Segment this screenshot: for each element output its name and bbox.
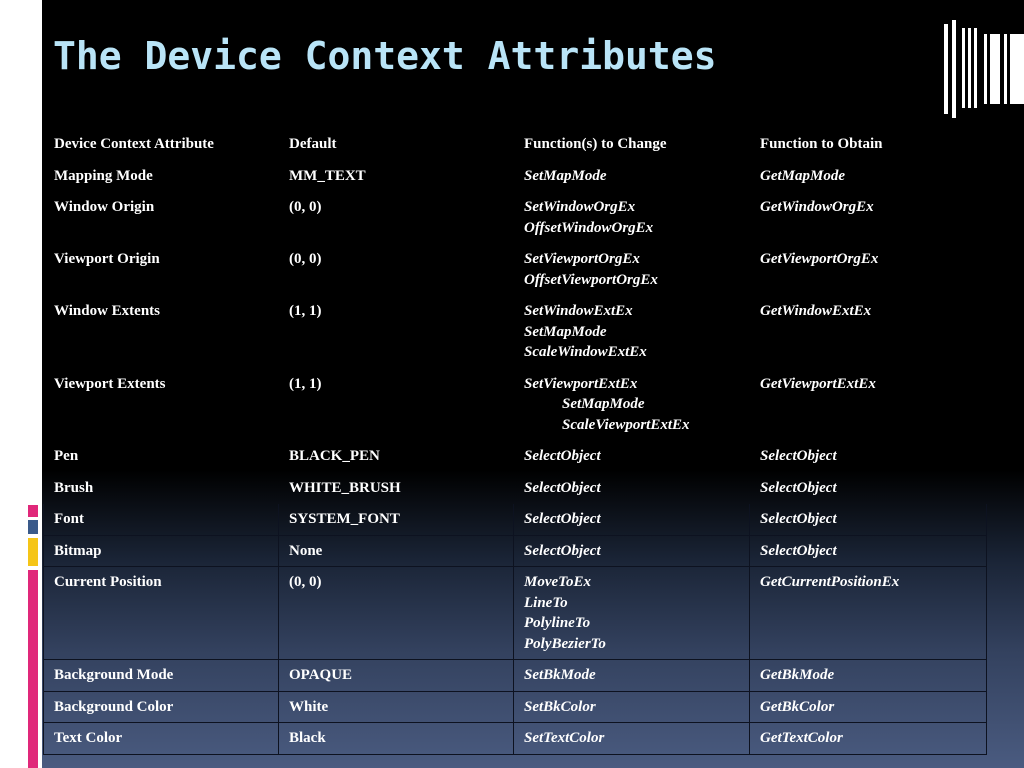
cell-attribute: Background Color [44, 691, 279, 723]
cell-attribute: Font [44, 504, 279, 536]
change-function: SetBkMode [524, 667, 596, 683]
change-function: SetWindowExtEx [524, 303, 633, 319]
table-row [44, 160, 987, 192]
cell-change-functions [514, 192, 750, 244]
cell-obtain-function: GetViewportExtEx [760, 375, 876, 392]
change-function: ScaleViewportExtEx [562, 416, 690, 433]
cell-obtain-function: SelectObject [750, 535, 987, 567]
cell-attribute: Viewport Origin [54, 251, 160, 267]
header-obtain: Function to Obtain [760, 136, 883, 152]
change-function: SelectObject [524, 448, 601, 464]
cell-obtain-function: GetBkMode [750, 660, 987, 692]
table-row [44, 244, 987, 296]
accent-mark-3 [28, 538, 38, 566]
cell-default: WHITE_BRUSH [289, 479, 401, 496]
cell-change-functions [514, 244, 750, 296]
change-function: MoveToEx [524, 574, 591, 590]
cell-attribute: Viewport Extents [54, 375, 166, 392]
cell-obtain-function: SelectObject [760, 479, 837, 496]
cell-default: OPAQUE [279, 660, 514, 692]
cell-change-functions [514, 368, 750, 441]
cell-change-functions [514, 691, 750, 723]
header-change: Function(s) to Change [524, 136, 667, 152]
cell-attribute: Window Extents [54, 303, 160, 319]
cell-change-functions [514, 660, 750, 692]
cell-default: SYSTEM_FONT [279, 504, 514, 536]
change-function: SelectObject [524, 511, 601, 527]
cell-change-functions [514, 296, 750, 369]
cell-change-functions [514, 535, 750, 567]
change-function: SetWindowOrgEx [524, 199, 636, 215]
change-function: OffsetViewportOrgEx [524, 271, 658, 288]
table-row [44, 723, 987, 755]
cell-default: (1, 1) [289, 375, 322, 392]
decorative-lines-icon [944, 20, 1024, 118]
cell-attribute: Mapping Mode [54, 167, 153, 184]
cell-default: (0, 0) [289, 199, 322, 215]
change-function: SetViewportOrgEx [524, 251, 640, 267]
cell-obtain-function: GetWindowOrgEx [760, 199, 874, 215]
cell-obtain-function: GetViewportOrgEx [760, 251, 879, 267]
cell-change-functions [514, 441, 750, 473]
header-attribute: Device Context Attribute [54, 136, 214, 152]
table-row [44, 504, 987, 536]
cell-change-functions [514, 567, 750, 660]
cell-attribute: Bitmap [44, 535, 279, 567]
table-row [44, 535, 987, 567]
table-row [44, 296, 987, 369]
table-row [44, 691, 987, 723]
cell-obtain-function: SelectObject [750, 504, 987, 536]
cell-attribute: Current Position [44, 567, 279, 660]
cell-default: (0, 0) [279, 567, 514, 660]
change-function: SetMapMode [562, 396, 645, 412]
change-function: SetMapMode [524, 323, 607, 340]
table-row [44, 368, 987, 441]
change-function: PolylineTo [524, 615, 591, 631]
cell-change-functions [514, 472, 750, 504]
cell-default: (0, 0) [289, 251, 322, 267]
change-function: ScaleWindowExtEx [524, 344, 647, 360]
cell-attribute: Background Mode [44, 660, 279, 692]
table-row [44, 472, 987, 504]
cell-attribute: Window Origin [54, 199, 155, 215]
table-row [44, 192, 987, 244]
slide-title: The Device Context Attributes [53, 34, 717, 78]
cell-obtain-function: GetWindowExtEx [760, 303, 872, 319]
attributes-table [43, 128, 987, 755]
cell-change-functions [514, 723, 750, 755]
cell-attribute: Brush [54, 479, 94, 496]
cell-obtain-function: GetBkColor [750, 691, 987, 723]
cell-attribute: Text Color [44, 723, 279, 755]
attributes-table-body [44, 129, 987, 755]
change-function: LineTo [524, 594, 568, 611]
table-row [44, 660, 987, 692]
cell-obtain-function: GetMapMode [760, 167, 845, 184]
change-function: SelectObject [524, 542, 601, 559]
cell-obtain-function: SelectObject [760, 448, 837, 464]
change-function: SetViewportExtEx [524, 375, 638, 392]
cell-obtain-function: GetCurrentPositionEx [750, 567, 987, 660]
attributes-table-container [43, 128, 986, 755]
change-function: PolyBezierTo [524, 635, 606, 652]
table-header-row [44, 129, 987, 161]
table-row [44, 441, 987, 473]
change-function: SetBkColor [524, 698, 596, 715]
cell-default: MM_TEXT [289, 167, 366, 184]
accent-mark-1 [28, 505, 38, 517]
table-row [44, 567, 987, 660]
cell-default: Black [279, 723, 514, 755]
accent-mark-2 [28, 520, 38, 534]
header-default: Default [289, 136, 337, 152]
cell-change-functions [514, 504, 750, 536]
accent-mark-4 [28, 570, 38, 768]
cell-obtain-function: GetTextColor [750, 723, 987, 755]
change-function: OffsetWindowOrgEx [524, 219, 654, 236]
change-function: SetMapMode [524, 167, 607, 184]
cell-default: (1, 1) [289, 303, 322, 319]
cell-default: White [279, 691, 514, 723]
change-function: SelectObject [524, 479, 601, 496]
cell-change-functions [514, 160, 750, 192]
cell-default: None [279, 535, 514, 567]
cell-default: BLACK_PEN [289, 448, 380, 464]
change-function: SetTextColor [524, 730, 605, 746]
cell-attribute: Pen [54, 448, 79, 464]
